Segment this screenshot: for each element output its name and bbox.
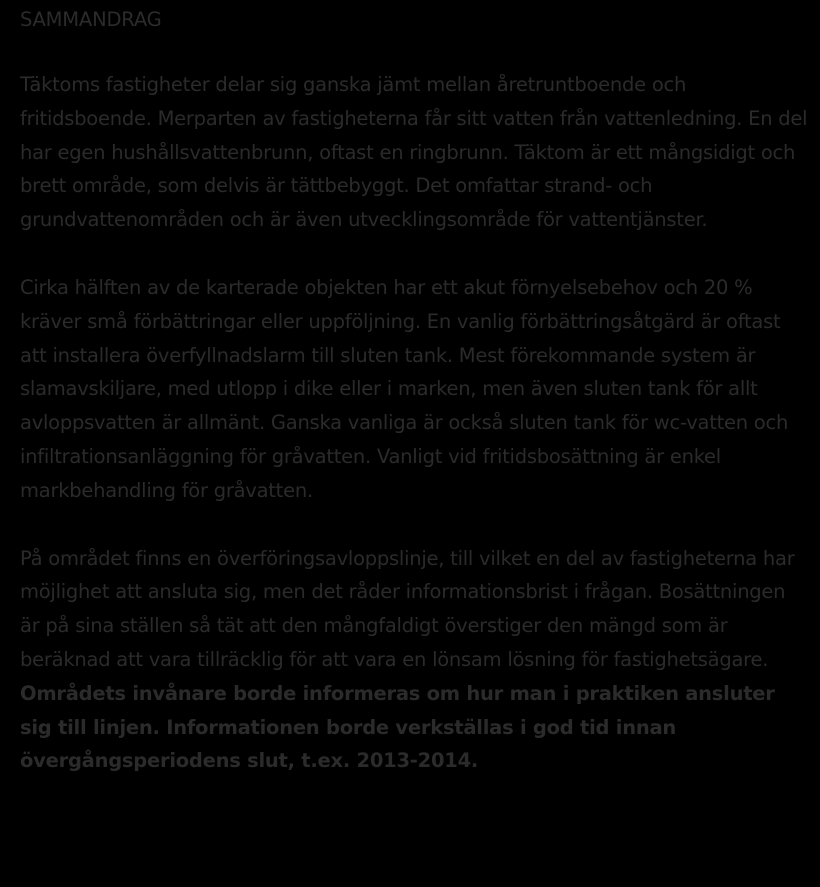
paragraph-properties: Täktoms fastigheter delar sig ganska jämt mellan åretruntboende och fritidsboende. Merparten av fastigheterna får sitt vatten från vattenledning. En del har egen hushållsvattenbrunn, oftast en ringbrunn. Täktom är ett mångsidigt och brett område, som delvis är tättbebyggt. Det omfattar strand- och grundvattenområden och är även utvecklingsområde för vattentjänster. (20, 73, 808, 232)
paragraph-sewage-systems: Cirka hälften av de karterade objekten har ett akut förnyelsebehov och 20 % kräver små förbättringar eller uppföljning. En vanlig förbättringsåtgärd är oftast att installera överfyllnadslarm till sluten tank. Mest förekommande system är slamavskiljare, med utlopp i dike eller i marken, men även sluten tank för allt avloppsvatten är allmänt. Ganska vanliga är också sluten tank för wc-vatten och infiltrationsanläggning för gråvatten. Vanligt vid fritidsbosättning är enkel markbehandling för gråvatten. (20, 275, 789, 502)
paragraph-transfer-line-text: På området finns en överföringsavloppslinje, till vilket en del av fastigheterna har möjlighet att ansluta sig, men det råder informationsbrist i frågan. Bosättningen är på sina ställen så tät att den mångfaldigt överstiger den mängd som är beräknad att vara tillräcklig för att vara en lönsam lösning för fastighetsägare. (20, 546, 795, 671)
document-body (20, 4, 810, 812)
paragraph-transfer-line (20, 542, 810, 779)
section-heading: SAMMANDRAG (20, 8, 162, 31)
paragraph-recommendation-bold: Områdets invånare borde informeras om hur man i praktiken ansluter sig till linjen. Informationen borde verkställas i god tid innan övergångsperiodens slut, t.ex. 2013-2014. (20, 681, 775, 773)
